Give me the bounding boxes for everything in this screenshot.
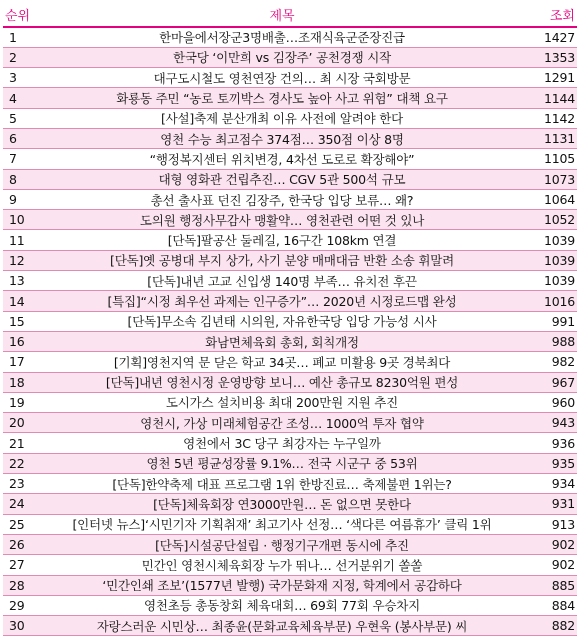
article-title-link[interactable]: 영천초등 총동창회 체육대회… 69회 77회 우승차지 [144,598,420,614]
row-rank: 2 [9,49,17,65]
table-row[interactable] [3,372,577,392]
article-title-link[interactable]: [단독]체육회장 연3000만원… 돈 없으면 못한다 [153,496,411,512]
table-row[interactable] [3,453,577,473]
row-rank: 11 [9,232,25,248]
article-title-link[interactable]: 도시가스 설치비용 최대 200만원 지원 추진 [165,395,399,411]
article-title-link[interactable]: [단독]팔공산 둘레길, 16구간 108km 연결 [167,233,397,249]
table-row[interactable] [3,230,577,250]
article-title-link[interactable]: 자랑스러운 시민상… 최종윤(문화교육체육부문) 우현욱 (봉사부문) 씨 [96,618,468,634]
ranking-table [3,3,577,636]
row-view-count: 1064 [543,192,575,208]
row-rank: 4 [9,90,17,106]
article-title-link[interactable]: 총선 출사표 던진 김장주, 한국당 입당 보류… 왜? [150,192,414,208]
table-row[interactable] [3,210,577,230]
row-rank: 29 [9,597,25,613]
row-view-count: 943 [551,415,575,431]
row-view-count: 931 [551,496,575,512]
row-view-count: 902 [551,537,575,553]
row-rank: 28 [9,577,25,593]
table-row[interactable] [3,271,577,291]
row-view-count: 902 [551,557,575,573]
article-title-link[interactable]: ‘민간인쇄 조보’(1577년 발행) 국가문화재 지정, 학계에서 공감하다 [102,578,462,594]
row-view-count: 967 [551,374,575,390]
row-rank: 12 [9,252,25,268]
row-view-count: 1353 [543,49,575,65]
article-title-link[interactable]: [사설]축제 분산개최 이유 사전에 알려야 한다 [161,111,403,127]
row-rank: 22 [9,455,25,471]
row-rank: 10 [9,212,25,228]
table-row[interactable] [3,474,577,494]
article-title-link[interactable]: 대구도시철도 영천연장 건의… 최 시장 국회방문 [153,70,411,86]
table-row[interactable] [3,413,577,433]
article-title-link[interactable]: [단독]무소속 김년태 시의원, 자유한국당 입당 가능성 시사 [127,314,437,330]
row-rank: 8 [9,171,17,187]
article-title-link[interactable]: [기획]영천지역 문 닫은 학교 34곳… 폐교 미활용 9곳 경북최다 [113,354,451,370]
ranking-table-body [3,27,577,636]
row-rank: 27 [9,557,25,573]
row-rank: 1 [9,29,17,45]
ranking-table-header [3,3,577,27]
table-row[interactable] [3,616,577,636]
row-view-count: 1016 [543,293,575,309]
row-rank: 24 [9,496,25,512]
article-title-link[interactable]: 영천에서 3C 당구 최강자는 누구일까 [183,436,381,452]
row-view-count: 1291 [543,70,575,86]
row-rank: 13 [9,273,25,289]
row-rank: 19 [9,394,25,410]
table-row[interactable] [3,189,577,209]
row-view-count: 884 [551,597,575,613]
table-row[interactable] [3,311,577,331]
table-row[interactable] [3,555,577,575]
row-rank: 6 [9,131,17,147]
table-row[interactable] [3,68,577,88]
table-row[interactable] [3,27,577,47]
row-rank: 17 [9,354,25,370]
row-view-count: 1142 [543,110,575,126]
row-rank: 21 [9,435,25,451]
table-row[interactable] [3,149,577,169]
row-view-count: 882 [551,618,575,634]
row-rank: 14 [9,293,25,309]
table-row[interactable] [3,331,577,351]
row-rank: 30 [9,618,25,634]
article-title-link[interactable]: 화남면체육회 총회, 회칙개정 [205,334,359,350]
table-row[interactable] [3,169,577,189]
table-row[interactable] [3,595,577,615]
table-row[interactable] [3,128,577,148]
row-rank: 15 [9,313,25,329]
row-view-count: 934 [551,476,575,492]
row-rank: 9 [9,192,17,208]
row-view-count: 913 [551,516,575,532]
row-rank: 5 [9,110,17,126]
row-view-count: 982 [551,354,575,370]
table-row[interactable] [3,352,577,372]
row-rank: 26 [9,537,25,553]
article-title-link[interactable]: “행정복지센터 위치변경, 4차선 도로로 확장해야” [149,151,415,167]
table-row[interactable] [3,514,577,534]
article-title-link[interactable]: 한마을에서장군3명배출…조재식육군준장진급 [159,30,405,46]
table-row[interactable] [3,534,577,554]
column-header-title: 제목 [269,9,295,24]
row-view-count: 960 [551,394,575,410]
table-row[interactable] [3,433,577,453]
article-title-link[interactable]: 영천 수능 최고점수 374점… 350점 이상 8명 [160,131,404,147]
row-rank: 16 [9,334,25,350]
article-title-link[interactable]: 대형 영화관 건립추진… CGV 5관 500석 규모 [158,172,406,188]
article-title-link[interactable]: 한국당 ‘이만희 vs 김장주’ 공천경쟁 시작 [172,50,392,66]
row-view-count: 885 [551,577,575,593]
article-title-link[interactable]: 영천시, 가상 미래체험공간 조성… 1000억 투자 협약 [140,415,424,431]
row-rank: 20 [9,415,25,431]
row-rank: 18 [9,374,25,390]
article-title-link[interactable]: 민간인 영천시체육회장 누가 뛰나… 선거분위기 쏠쏠 [141,557,423,573]
table-row[interactable] [3,88,577,108]
article-title-link[interactable]: [인터넷 뉴스]‘시민기자 기획취재’ 최고기사 선정… ‘색다른 여름휴가’ 클릭 1위 [72,517,492,533]
header-row [3,3,577,27]
row-view-count: 1144 [543,90,575,106]
ranking-table-container [3,3,577,636]
article-title-link[interactable]: 도의원 행정사무감사 맹활약… 영천관련 어떤 것 있나 [139,212,425,228]
article-title-link[interactable]: [단독]내년 고교 신입생 140명 부족… 유치전 후끈 [147,273,417,289]
table-row[interactable] [3,250,577,270]
table-row[interactable] [3,392,577,412]
column-header-views: 조회 [549,9,575,24]
article-title-link[interactable]: [단독]한약축제 대표 프로그램 1위 한방진료… 축제불편 1위는? [112,476,452,492]
article-title-link[interactable]: [단독]옛 공병대 부지 상가, 사기 분양 매매대금 반환 소송 휘말려 [110,253,454,269]
row-rank: 3 [9,70,17,86]
row-view-count: 988 [551,334,575,350]
row-view-count: 1052 [543,212,575,228]
row-view-count: 1039 [543,252,575,268]
table-row[interactable] [3,494,577,514]
row-view-count: 991 [551,313,575,329]
row-view-count: 1131 [543,131,575,147]
table-row[interactable] [3,575,577,595]
row-rank: 7 [9,151,17,167]
row-view-count: 936 [551,435,575,451]
row-view-count: 935 [551,455,575,471]
article-title-link[interactable]: [단독]내년 영천시정 운영방향 보니… 예산 총규모 8230억원 편성 [105,375,459,391]
row-rank: 25 [9,516,25,532]
row-rank: 23 [9,476,25,492]
article-title-link[interactable]: [특집]“시정 최우선 과제는 인구증가”… 2020년 시정로드맵 완성 [107,294,457,309]
article-title-link[interactable]: 화룡동 주민 “농로 토끼박스 경사도 높아 사고 위험” 대책 요구 [116,91,448,107]
row-view-count: 1039 [543,232,575,248]
table-row[interactable] [3,47,577,67]
table-row[interactable] [3,291,577,311]
table-row[interactable] [3,108,577,128]
article-title-link[interactable]: 영천 5년 평균성장률 9.1%… 전국 시군구 중 53위 [146,456,418,472]
column-header-rank: 순위 [5,9,31,24]
row-view-count: 1105 [543,151,575,167]
row-view-count: 1039 [543,273,575,289]
article-title-link[interactable]: [단독]시설공단설립 · 행정기구개편 동시에 추진 [155,537,409,553]
row-view-count: 1427 [543,29,575,45]
row-view-count: 1073 [543,171,575,187]
